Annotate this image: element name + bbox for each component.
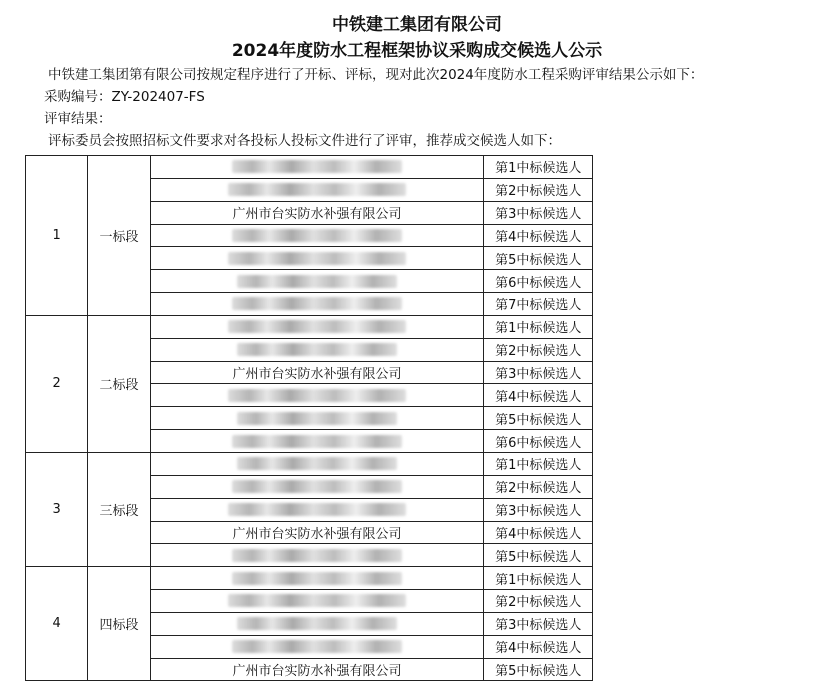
redacted-company-name [237,412,397,425]
lot-name: 四标段 [88,567,150,681]
redacted-company-name [232,229,402,242]
company-cell [150,498,484,521]
redacted-company-name [237,457,397,470]
company-cell [150,658,484,681]
table-row [26,156,593,179]
company-name: 广州市台实防水补强有限公司 [232,526,402,542]
company-cell [150,430,484,453]
company-cell [150,293,484,316]
redacted-company-name [228,252,406,265]
table-row [26,315,593,338]
lot-number: 3 [26,452,88,566]
company-name: 广州市台实防水补强有限公司 [232,663,402,679]
table-row [26,567,593,590]
company-cell [150,201,484,224]
company-cell [150,407,484,430]
table-row [26,452,593,475]
candidate-rank: 第5中标候选人 [484,544,593,567]
candidate-rank: 第4中标候选人 [484,521,593,544]
company-cell [150,315,484,338]
candidate-rank: 第2中标候选人 [484,338,593,361]
candidate-rank: 第1中标候选人 [484,156,593,179]
company-name: 广州市台实防水补强有限公司 [232,367,402,383]
redacted-company-name [228,183,406,196]
redacted-company-name [232,297,402,310]
candidate-rank: 第2中标候选人 [484,178,593,201]
intro-text: 中铁建工集团第有限公司按规定程序进行了开标、评标，现对此次2024年度防水工程采购评审结果公示如下： [48,67,704,83]
lot-number: 1 [26,156,88,316]
candidate-rank: 第5中标候选人 [484,247,593,270]
company-cell [150,635,484,658]
redacted-company-name [228,594,406,607]
candidate-rank: 第3中标候选人 [484,361,593,384]
redacted-company-name [232,480,402,493]
candidate-rank: 第1中标候选人 [484,315,593,338]
candidate-rank: 第3中标候选人 [484,498,593,521]
lot-name: 三标段 [88,452,150,566]
company-cell [150,544,484,567]
result-heading: 评审结果： [44,111,112,127]
redacted-company-name [237,343,397,356]
company-cell [150,270,484,293]
procurement-number: 采购编号：ZY-202407-FS [44,89,205,105]
company-cell [150,178,484,201]
company-name: 广州市台实防水补强有限公司 [232,207,402,223]
candidate-table [25,155,593,681]
company-cell [150,612,484,635]
redacted-company-name [228,389,406,402]
redacted-company-name [228,503,406,516]
redacted-company-name [232,640,402,653]
document-title: 中铁建工集团有限公司 [332,15,502,35]
company-cell [150,361,484,384]
redacted-company-name [232,549,402,562]
company-cell [150,247,484,270]
company-cell [150,475,484,498]
company-cell [150,156,484,179]
company-cell [150,384,484,407]
redacted-company-name [228,320,406,333]
candidate-rank: 第7中标候选人 [484,293,593,316]
candidate-rank: 第6中标候选人 [484,270,593,293]
redacted-company-name [232,435,402,448]
company-cell [150,521,484,544]
candidate-rank: 第4中标候选人 [484,384,593,407]
committee-note: 评标委员会按照招标文件要求对各投标人投标文件进行了评审，推荐成交候选人如下： [48,133,561,149]
redacted-company-name [232,160,402,173]
lot-name: 二标段 [88,315,150,452]
redacted-company-name [237,275,397,288]
lot-number: 2 [26,315,88,452]
candidate-table-body [26,156,593,681]
candidate-rank: 第4中标候选人 [484,635,593,658]
candidate-rank: 第5中标候选人 [484,407,593,430]
candidate-rank: 第3中标候选人 [484,612,593,635]
candidate-rank: 第2中标候选人 [484,475,593,498]
candidate-rank: 第1中标候选人 [484,567,593,590]
candidate-rank: 第3中标候选人 [484,201,593,224]
company-cell [150,224,484,247]
company-cell [150,567,484,590]
company-cell [150,590,484,613]
redacted-company-name [237,617,397,630]
lot-number: 4 [26,567,88,681]
candidate-rank: 第2中标候选人 [484,590,593,613]
candidate-rank: 第4中标候选人 [484,224,593,247]
redacted-company-name [232,572,402,585]
document-subtitle: 2024年度防水工程框架协议采购成交候选人公示 [231,41,603,61]
company-cell [150,338,484,361]
candidate-rank: 第6中标候选人 [484,430,593,453]
company-cell [150,452,484,475]
candidate-rank: 第1中标候选人 [484,452,593,475]
lot-name: 一标段 [88,156,150,316]
candidate-rank: 第5中标候选人 [484,658,593,681]
